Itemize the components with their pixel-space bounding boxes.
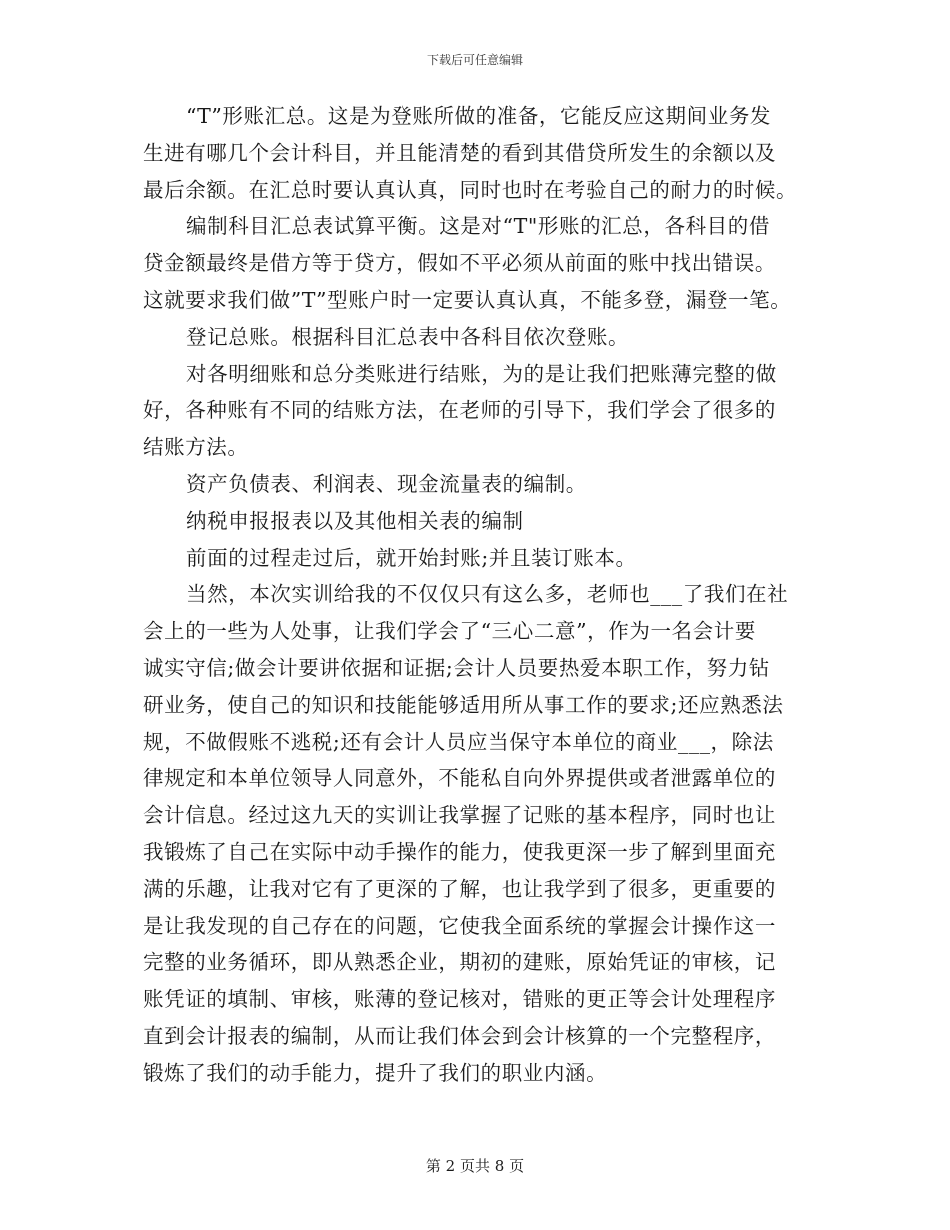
paragraph-line: 锻炼了我们的动手能力，提升了我们的职业内涵。 <box>143 1060 608 1085</box>
page-header: 下载后可任意编辑 <box>426 53 523 67</box>
paragraph-line: 好，各种账有不同的结账方法，在老师的引导下，我们学会了很多的 <box>143 398 776 423</box>
document-body <box>143 98 815 1092</box>
paragraph-line: 当然，本次实训给我的不仅仅只有这么多，老师也___了我们在社 <box>186 582 789 607</box>
paragraph-line: 登记总账。根据科目汇总表中各科目依次登账。 <box>186 324 630 349</box>
paragraph-line: 我锻炼了自己在实际中动手操作的能力，使我更深一步了解到里面充 <box>143 839 776 864</box>
paragraph-line: 满的乐趣，让我对它有了更深的了解，也让我学到了很多，更重要的 <box>143 876 776 901</box>
paragraph-line: 是让我发现的自己存在的问题，它使我全面系统的掌握会计操作这一 <box>143 913 776 938</box>
paragraph-line: 纳税申报报表以及其他相关表的编制 <box>186 508 524 533</box>
paragraph-line: 资产负债表、利润表、现金流量表的编制。 <box>186 471 587 496</box>
paragraph-line: 会上的一些为人处事，让我们学会了“三心二意”，作为一名会计要 <box>143 619 756 644</box>
paragraph-line: 生进有哪几个会计科目，并且能清楚的看到其借贷所发生的余额以及 <box>143 140 776 165</box>
paragraph-line: 对各明细账和总分类账进行结账，为的是让我们把账薄完整的做 <box>186 361 777 386</box>
paragraph-line: 诚实守信;做会计要讲依据和证据;会计人员要热爱本职工作，努力钻 <box>143 655 770 680</box>
page-number: 第 2 页共 8 页 <box>425 1157 525 1175</box>
paragraph-line: 最后余额。在汇总时要认真认真，同时也时在考验自己的耐力的时候。 <box>143 177 798 202</box>
paragraph-line: 研业务，使自己的知识和技能能够适用所从事工作的要求;还应熟悉法 <box>143 692 784 717</box>
paragraph-line: 会计信息。经过这九天的实训让我掌握了记账的基本程序，同时也让 <box>143 803 776 828</box>
paragraph-line: 律规定和本单位领导人同意外，不能私自向外界提供或者泄露单位的 <box>143 766 776 791</box>
paragraph-line: 贷金额最终是借方等于贷方，假如不平必须从前面的账中找出错误。 <box>143 251 776 276</box>
paragraph-line: 编制科目汇总表试算平衡。这是对“T"形账的汇总，各科目的借 <box>186 214 770 239</box>
paragraph-line: 完整的业务循环，即从熟悉企业，期初的建账，原始凭证的审核，记 <box>143 950 776 975</box>
paragraph-line: 前面的过程走过后，就开始封账;并且装订账本。 <box>186 545 637 570</box>
paragraph-line: 这就要求我们做”T”型账户时一定要认真认真，不能多登，漏登一笔。 <box>143 287 792 312</box>
paragraph-line: “T”形账汇总。这是为登账所做的准备，它能反应这期间业务发 <box>186 104 772 128</box>
paragraph-line: 结账方法。 <box>143 435 249 460</box>
paragraph-line: 账凭证的填制、审核，账薄的登记核对，错账的更正等会计处理程序 <box>143 987 776 1012</box>
paragraph-line: 规，不做假账不逃税;还有会计人员应当保守本单位的商业___，除法 <box>143 729 774 754</box>
paragraph-line: 直到会计报表的编制，从而让我们体会到会计核算的一个完整程序， <box>143 1023 776 1048</box>
